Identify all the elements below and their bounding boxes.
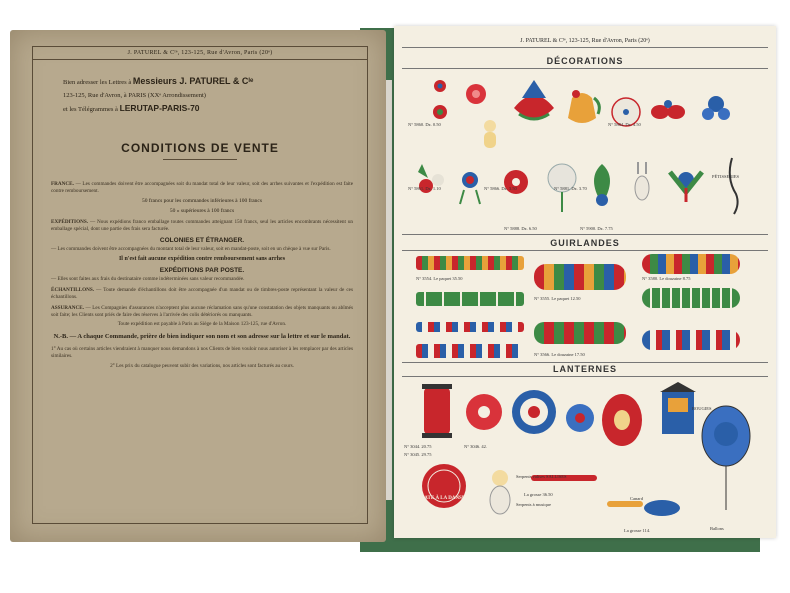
- price-label: N° 5888. Dz. 6.50: [504, 226, 537, 231]
- bird-icon: [514, 80, 554, 119]
- price-label: N° 5866. Dz. 3.50: [484, 186, 517, 191]
- rule: [402, 250, 768, 251]
- price-label: La grosse 36.50: [524, 492, 553, 497]
- price-label: N° 5881. Dz. 3.70: [554, 186, 587, 191]
- sec-text: — Toute demande d'échantillons doit être accompagnée d'un mandat ou de timbres-poste représentant la valeur de ces échantillons.: [51, 287, 353, 300]
- left-page-frame: [32, 46, 368, 524]
- addr-company: Messieurs J. PATUREL & Cᴵᵉ: [132, 76, 254, 86]
- blue-flower-icon: [702, 96, 730, 120]
- sec-heading: EXPÉDITIONS PAR POSTE.: [159, 267, 245, 274]
- addr-pre: Bien adresser les Lettres à: [63, 79, 132, 86]
- price-label: N° 3045. 29.75: [404, 452, 432, 457]
- price-label: N° 3555. Le paquet 12.50: [534, 296, 581, 301]
- sec-text: — Nous expédions franco emballage toutes commandes atteignant 150 francs, seul les articles encombrants nécessitent un emballage spécial, dont une partie des frais sera facturée.: [51, 219, 354, 232]
- garland-red-green: [534, 322, 626, 344]
- cockade-icon: [460, 172, 480, 204]
- canard-label: Canard: [630, 496, 643, 501]
- conditions-body: [51, 177, 353, 370]
- red-lantern-icon: [422, 384, 452, 438]
- lanternes-illustrations: [404, 378, 766, 536]
- title-underline: [163, 159, 237, 160]
- note-2: 2° Les prix du catalogue peuvent subir des variations, nos articles sont facturés au cours.: [110, 363, 294, 369]
- sec-text: — Les Compagnies d'assurances n'acceptent plus aucune réclamation sans qu'une constatation des objets manquants ou abîmés soit faite; les Clients sont priés de faire des réserves à l'arrivée des colis détériorés ou manquants.: [51, 305, 353, 318]
- franco-line-2: 50 » supérieures à 100 francs: [169, 208, 235, 214]
- sec-text: — Les commandes doivent être accompagnées soit du mandat total de leur valeur, soit des arrhes suivantes et l'expédition est faite contre remboursement.: [51, 181, 354, 194]
- sec-heading: ÉCHANTILLONS.: [51, 287, 95, 293]
- sec-text: — Les commandes doivent être accompagnées du montant total de leur valeur, soit en mandat-poste, soit en un chèque à vue sur Paris.: [51, 246, 331, 252]
- rule: [402, 376, 768, 377]
- decorations-illustrations: [404, 68, 766, 236]
- pompon-icon: [466, 84, 486, 104]
- ballons-label: Ballons: [710, 526, 724, 531]
- sec-text: — Elles sont faites aux frais du destinataire comme indéterminées sans valeur recommandée.: [51, 276, 245, 282]
- green-leaf-icon: [594, 164, 610, 206]
- price-label: N° 3566. Le douzaine 17.50: [534, 352, 585, 357]
- price-label: N° 3554. Le paquet 35.50: [416, 276, 463, 281]
- price-label: N° 5900. Dz. 7.75: [580, 226, 613, 231]
- section-colonies: [51, 237, 353, 263]
- section-expeditions: [51, 219, 353, 233]
- section-france: [51, 181, 353, 215]
- hanging-ornament-icon: [730, 158, 738, 214]
- price-label: N° 5860. Dz. 0.50: [408, 122, 441, 127]
- pagoda-lantern-icon: [660, 382, 696, 434]
- section-guirlandes: GUIRLANDES: [550, 238, 620, 248]
- price-label: La grosse 114.: [624, 528, 651, 533]
- address-block: [63, 75, 253, 116]
- rooster-icon: [568, 90, 599, 123]
- right-running-head: J. PATUREL & Cᴵᵉ, 123-125, Rue d'Avron, Paris (20ᵉ): [402, 38, 768, 48]
- nb-notice: N.-B. — A chaque Commande, prière de bien indiquer son nom et son adresse sur la lettre et sur le mandat.: [53, 333, 351, 340]
- payable-line: Toute expédition est payable à Paris au Siège de la Maison 123-125, rue d'Avron.: [117, 321, 287, 327]
- garland-tricolor: [416, 322, 524, 332]
- rabbit-icon: [635, 162, 649, 200]
- flower-ornament-icon: [433, 80, 447, 119]
- badge-icon: [422, 464, 466, 508]
- price-label: N° 3044. 20.75: [404, 444, 432, 449]
- blue-fan-lantern-icon: [566, 404, 594, 432]
- price-label: N° 3046. 42.: [464, 444, 488, 449]
- sun-lantern-icon: [466, 394, 502, 430]
- rule: [402, 362, 768, 363]
- franco-line-1: 50 francs pour les commandes inférieures à 100 francs: [141, 198, 263, 204]
- notice-line: Il n'est fait aucune expédition contre remboursement sans arrhes: [118, 256, 286, 262]
- garland-green: [416, 292, 524, 306]
- section-decorations: DÉCORATIONS: [546, 56, 624, 66]
- price-label: N° 3580. Le douzaine 8.75: [642, 276, 691, 281]
- price-label: N° 5861. Dz. 1.10: [408, 186, 441, 191]
- sec-heading: EXPÉDITIONS.: [51, 219, 89, 225]
- garland-tricolor-2: [416, 344, 524, 358]
- bougies-label: BOUGIES: [692, 406, 712, 411]
- sec-heading: FRANCE.: [51, 181, 74, 187]
- serpents-musique-label: Serpents à musique: [516, 502, 551, 507]
- addr-telegram-pre: et les Télégrammes à: [63, 106, 118, 113]
- section-echantillons: [51, 287, 353, 301]
- butterfly-icon: [651, 100, 685, 119]
- badge-text: RÉLATE À LA DANSE: [414, 496, 466, 501]
- section-lanternes: LANTERNES: [552, 364, 617, 374]
- serpents-valises-label: Serpents valises SALLISES: [516, 474, 567, 479]
- whistle-icon: [610, 500, 680, 516]
- section-assurance: [51, 305, 353, 328]
- left-page-conditions: [10, 30, 386, 542]
- garland-paper-chain: [416, 256, 524, 270]
- rule: [402, 234, 768, 235]
- rosette-lantern-icon: [512, 390, 556, 434]
- sec-heading: COLONIES ET ÉTRANGER.: [159, 237, 245, 244]
- right-page-catalog: [394, 26, 776, 538]
- garland-fans: [534, 264, 626, 290]
- globe-lantern-icon: [602, 394, 642, 446]
- garland-honeycomb: [642, 330, 740, 350]
- section-poste: [51, 267, 353, 283]
- note-1: 1° Au cas où certains articles viendraient à manquer nous demandons à nos Clients de bien vouloir nous autoriser à les remplacer par des articles similaires.: [51, 346, 353, 359]
- face-balloon-icon: [702, 406, 750, 510]
- garland-leaf: [642, 288, 740, 308]
- sec-heading: ASSURANCE.: [51, 305, 85, 311]
- addr-street: 123-125, Rue d'Avron, à PARIS (XXᵉ Arrondissement): [63, 92, 206, 99]
- petiteries-label: PÉTISSERIES: [712, 174, 740, 179]
- conditions-title: CONDITIONS DE VENTE: [121, 141, 279, 155]
- devil-icon: [670, 172, 702, 202]
- price-label: N° 5884. Dz. 4.50: [608, 122, 641, 127]
- left-running-head: J. PATUREL & Cᴵᵉ, 123-125, Rue d'Avron, Paris (20ᵉ): [33, 50, 367, 60]
- addr-telegram: LERUTAP-PARIS-70: [119, 103, 200, 113]
- doll-icon: [484, 120, 496, 148]
- garland-twist: [642, 254, 740, 274]
- pierrot-icon: [490, 470, 510, 514]
